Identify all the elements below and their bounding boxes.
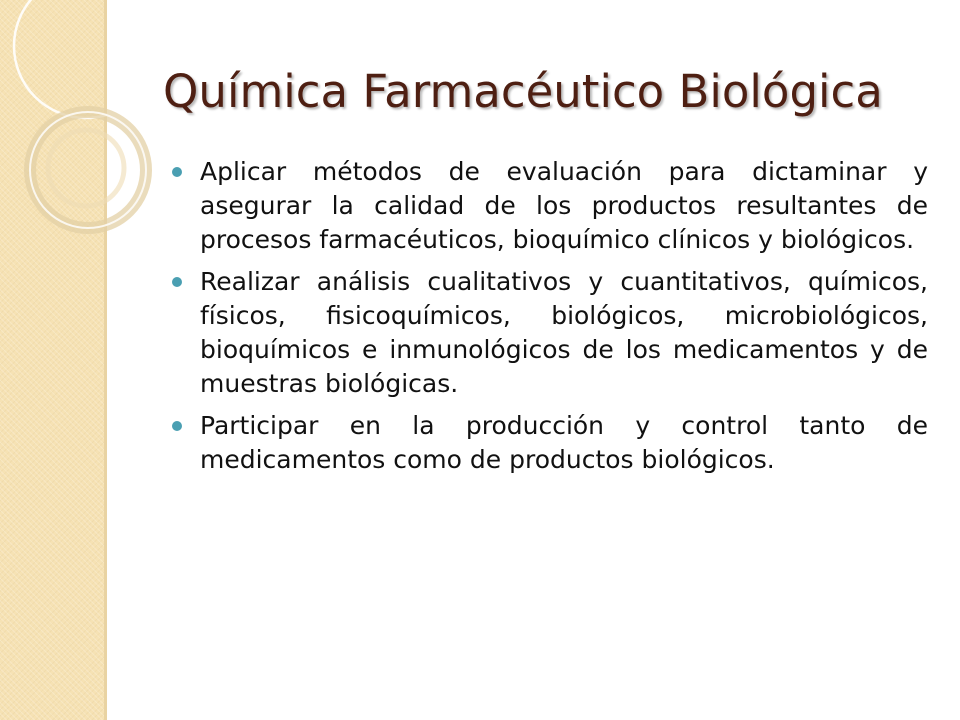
bullet-dot-icon [172, 277, 182, 287]
bullet-text: Realizar análisis cualitativos y cuantitativos, químicos, físicos, fisicoquímicos, biológicos, microbiológicos, bioquímicos e inmunológicos de los medicamentos y de muestras biológicas. [200, 267, 928, 398]
slide-title: Química Farmacéutico Biológica [163, 65, 883, 118]
bullet-dot-icon [172, 167, 182, 177]
bullet-item [172, 155, 928, 257]
bullet-text: Aplicar métodos de evaluación para dictaminar y asegurar la calidad de los productos resultantes de procesos farmacéuticos, bioquímico clínicos y biológicos. [200, 157, 928, 254]
decorative-rings-icon [0, 0, 120, 240]
bullet-dot-icon [172, 421, 182, 431]
bullet-item [172, 265, 928, 401]
bullet-item [172, 409, 928, 477]
bullet-text: Participar en la producción y control tanto de medicamentos como de productos biológicos. [200, 411, 928, 474]
bullet-list [172, 155, 928, 485]
